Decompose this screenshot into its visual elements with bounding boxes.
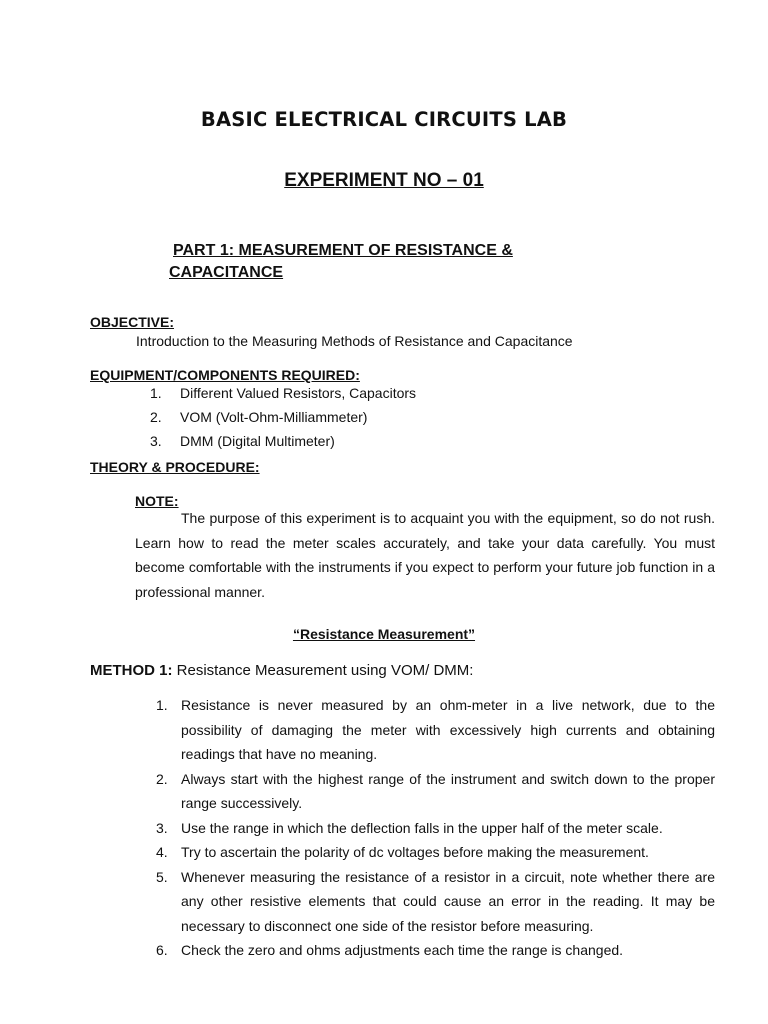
- equipment-item: [150, 385, 416, 401]
- objective-text: Introduction to the Measuring Methods of Resistance and Capacitance: [136, 333, 573, 349]
- lab-title: BASIC ELECTRICAL CIRCUITS LAB: [200, 108, 568, 131]
- part-heading-line1: PART 1: MEASUREMENT OF RESISTANCE &: [173, 242, 513, 259]
- equipment-num: 3.: [150, 433, 162, 449]
- step-text: Whenever measuring the resistance of a resistor in a circuit, note whether there are any other resistive elements that could cause an error in the reading. It may be necessary to disconnect one side of the resistor before measuring.: [181, 868, 715, 934]
- part-heading: [169, 240, 513, 284]
- equipment-item: [150, 409, 367, 425]
- list-item: [150, 865, 715, 939]
- equipment-text: DMM (Digital Multimeter): [180, 433, 335, 449]
- step-text: Try to ascertain the polarity of dc voltages before making the measurement.: [181, 844, 649, 860]
- step-num: 6.: [156, 942, 168, 958]
- method1-heading: [90, 662, 473, 679]
- list-item: [150, 767, 715, 816]
- list-item: [150, 816, 715, 841]
- theory-heading: THEORY & PROCEDURE:: [90, 459, 260, 475]
- resistance-heading: [0, 626, 768, 642]
- step-text: Check the zero and ohms adjustments each time the range is changed.: [181, 942, 624, 958]
- method1-text: Resistance Measurement using VOM/ DMM:: [172, 662, 474, 679]
- step-num: 4.: [156, 844, 168, 860]
- step-text: Resistance is never measured by an ohm-meter in a live network, due to the possibility of damaging the meter with excessively high currents and obtaining readings that have no meaning.: [181, 697, 715, 762]
- equipment-num: 2.: [150, 409, 162, 425]
- list-item: [150, 840, 715, 865]
- experiment-title: [0, 170, 768, 192]
- experiment-title-text: EXPERIMENT NO – 01: [284, 170, 484, 191]
- note-paragraph: The purpose of this experiment is to acquaint you with the equipment, so do not rush. Learn how to read the meter scales accurately, and take your data carefully. You must become comfortable with the instruments if you expect to perform your future job function in a professional manner.: [135, 510, 715, 600]
- step-num: 5.: [156, 868, 168, 885]
- equipment-item: [150, 433, 335, 449]
- objective-heading: OBJECTIVE:: [90, 314, 175, 330]
- step-text: Use the range in which the deflection falls in the upper half of the meter scale.: [181, 819, 663, 836]
- part-heading-line2: CAPACITANCE: [169, 264, 284, 281]
- equipment-text: Different Valued Resistors, Capacitors: [180, 385, 417, 401]
- equipment-num: 1.: [150, 385, 162, 401]
- equipment-text: VOM (Volt-Ohm-Milliammeter): [180, 409, 368, 425]
- method1-steps: [150, 693, 715, 963]
- step-num: 1.: [156, 697, 168, 713]
- step-num: 2.: [156, 770, 168, 787]
- method1-label: METHOD 1:: [90, 662, 173, 679]
- step-text: Always start with the highest range of the instrument and switch down to the proper range successively.: [181, 770, 715, 811]
- list-item: [150, 693, 715, 767]
- resistance-heading-text: “Resistance Measurement”: [292, 626, 476, 642]
- list-item: [150, 938, 715, 963]
- step-num: 3.: [156, 819, 168, 836]
- note-heading: NOTE:: [135, 493, 179, 509]
- equipment-heading: EQUIPMENT/COMPONENTS REQUIRED:: [90, 367, 360, 383]
